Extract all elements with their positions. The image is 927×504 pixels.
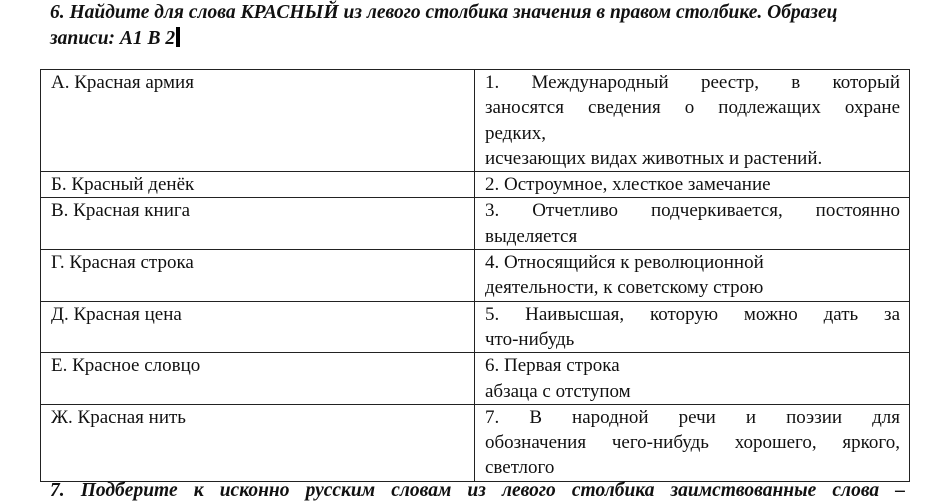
- meaning-line: что-нибудь: [485, 328, 575, 350]
- phrase-text: В. Красная книга: [51, 200, 191, 222]
- phrase-text: Ж. Красная нить: [51, 406, 186, 428]
- matching-table: [40, 69, 910, 482]
- task-6-line-1: 6. Найдите для слова КРАСНЫЙ из левого столбика значения в правом столбике. Образец: [50, 2, 838, 23]
- phrase-text: Е. Красное словцо: [51, 355, 201, 377]
- meaning-line: обозначения чего-нибудь хорошего, яркого,: [485, 432, 900, 454]
- meaning-cell: [475, 301, 910, 353]
- phrase-text: Б. Красный денёк: [51, 174, 195, 196]
- task-6-line-2: [50, 26, 910, 52]
- meaning-line: 1. Международный реестр, в который: [485, 72, 900, 93]
- table-row: [41, 70, 910, 172]
- table-row: [41, 301, 910, 353]
- meaning-line: заносятся сведения о подлежащих охране: [485, 97, 900, 119]
- phrase-text: А. Красная армия: [51, 72, 194, 93]
- table-row: [41, 353, 910, 405]
- task-6-heading: [50, 0, 910, 52]
- meaning-line: 7. В народной речи и поэзии для: [485, 406, 900, 428]
- meaning-line: абзаца с отступом: [485, 380, 631, 402]
- phrase-cell: [41, 250, 475, 302]
- meaning-line: деятельности, к советскому строю: [485, 277, 764, 299]
- phrase-cell: [41, 404, 475, 481]
- table-row: [41, 404, 910, 481]
- phrase-cell: [41, 301, 475, 353]
- phrase-cell: [41, 353, 475, 405]
- meaning-line: светлого: [485, 457, 555, 479]
- meaning-cell: [475, 250, 910, 302]
- phrase-text: Г. Красная строка: [51, 252, 194, 274]
- meaning-line: 5. Наивысшая, которую можно дать за: [485, 303, 900, 325]
- table-row: [41, 172, 910, 198]
- meaning-line: 6. Первая строка: [485, 355, 620, 377]
- meaning-cell: [475, 198, 910, 250]
- text-cursor: [176, 27, 180, 47]
- meaning-line: 3. Отчетливо подчеркивается, постоянно: [485, 200, 900, 222]
- meaning-cell: [475, 404, 910, 481]
- meaning-line: 4. Относящийся к революционной: [485, 252, 764, 274]
- table-row: [41, 250, 910, 302]
- phrase-cell: [41, 198, 475, 250]
- task-6-sample-text: записи: А1 В 2: [50, 28, 176, 49]
- meaning-line: редких,: [485, 122, 546, 144]
- task-7-heading: 7. Подберите к исконно русским словам из левого столбика заимствованные слова –: [50, 480, 905, 501]
- matching-table-body: [41, 70, 910, 482]
- meaning-cell: [475, 353, 910, 405]
- table-row: [41, 198, 910, 250]
- phrase-cell: [41, 70, 475, 172]
- phrase-text: Д. Красная цена: [51, 303, 182, 325]
- meaning-cell: [475, 70, 910, 172]
- meaning-line: выделяется: [485, 225, 578, 247]
- phrase-cell: [41, 172, 475, 198]
- meaning-line: 2. Остроумное, хлесткое замечание: [485, 174, 771, 196]
- meaning-cell: [475, 172, 910, 198]
- meaning-line: исчезающих видах животных и растений.: [485, 147, 823, 169]
